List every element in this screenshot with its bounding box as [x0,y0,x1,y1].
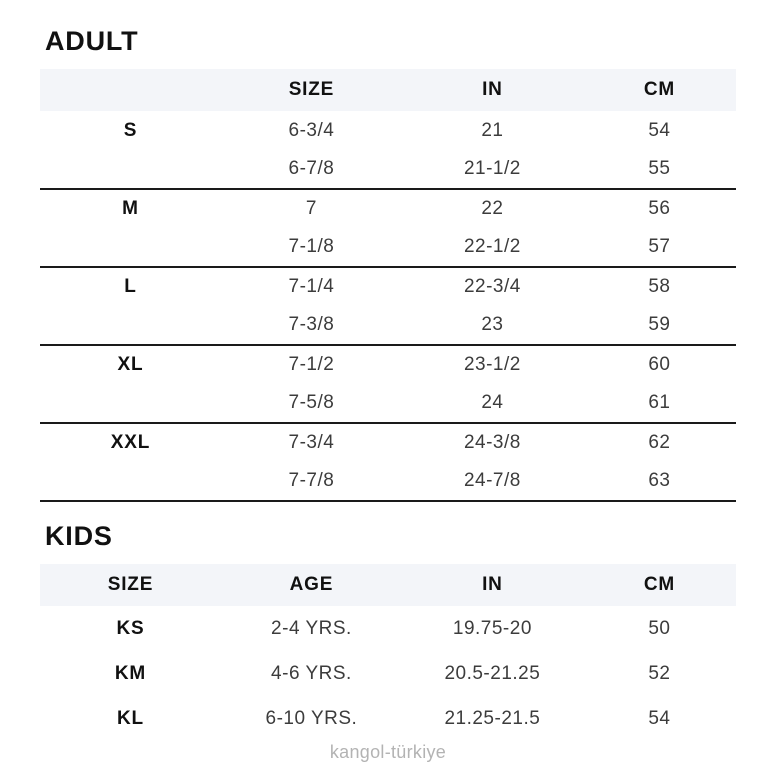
column-header-age: AGE [289,574,334,595]
size-group-l [40,267,736,345]
size-value-cell: 7-5/8 [288,392,335,413]
header-row [40,69,736,111]
column-header-in: IN [482,574,503,595]
cm-value-cell: 52 [648,662,671,684]
in-value-cell: 24-3/8 [463,432,521,453]
size-group-xl [40,345,736,423]
size-group-m [40,189,736,267]
size-group-label-empty [40,462,221,501]
in-value-cell: 19.75-20 [452,617,532,639]
cm-value-cell: 60 [648,354,671,375]
adult-size-table [40,69,736,502]
size-value-cell: 6-3/4 [288,119,335,141]
size-value-cell: 7-3/8 [288,314,335,335]
size-group-label: XXL [110,432,151,453]
in-value-cell: 21.25-21.5 [444,707,541,729]
size-group-label: L [124,276,137,297]
size-value-cell: 7-1/4 [288,276,335,297]
cm-value-cell: 54 [648,707,671,729]
in-value-cell: 20.5-21.25 [444,662,541,684]
size-group-label-empty [40,150,221,189]
size-value-cell: 7 [305,198,317,219]
cm-value-cell: 61 [648,392,671,413]
in-value-cell: 24 [481,392,504,413]
table-row [40,384,736,423]
kids-size-label: KM [114,662,147,684]
size-value-cell: 7-1/2 [288,354,335,375]
size-value-cell: 6-7/8 [288,158,335,179]
column-header-in: IN [482,79,503,100]
cm-value-cell: 59 [648,314,671,335]
kids-table-body [40,606,736,741]
header-row [40,564,736,606]
age-value-cell: 6-10 YRS. [265,707,358,729]
column-header-cm: CM [643,79,675,100]
cm-value-cell: 57 [648,236,671,257]
in-value-cell: 22 [481,198,504,219]
cm-value-cell: 54 [648,119,671,141]
adult-section-title: ADULT [45,26,139,56]
adult-table-header [40,69,736,111]
kids-section-title: KIDS [45,521,113,551]
column-header-blank [40,69,221,111]
in-value-cell: 21-1/2 [463,158,521,179]
size-group-label-empty [40,228,221,267]
in-value-cell: 21 [481,119,504,141]
in-value-cell: 23 [481,314,504,335]
size-group-label-empty [40,306,221,345]
size-group-xxl [40,423,736,501]
in-value-cell: 23-1/2 [463,354,521,375]
table-row [40,696,736,741]
table-row [40,651,736,696]
table-row [40,150,736,189]
age-value-cell: 2-4 YRS. [271,617,352,639]
table-row [40,423,736,462]
table-row [40,345,736,384]
table-row [40,462,736,501]
size-value-cell: 7-7/8 [288,470,335,491]
kids-size-table [40,564,736,741]
size-group-label-empty [40,384,221,423]
column-header-cm: CM [643,574,675,595]
table-row [40,267,736,306]
table-row [40,606,736,651]
size-value-cell: 7-1/8 [288,236,335,257]
size-value-cell: 7-3/4 [288,432,335,453]
size-group-s [40,111,736,189]
site-watermark: kangol-türkiye [329,742,447,762]
cm-value-cell: 50 [648,617,671,639]
cm-value-cell: 62 [648,432,671,453]
table-row [40,306,736,345]
size-group-label: M [122,198,139,219]
kids-table-header [40,564,736,606]
age-value-cell: 4-6 YRS. [271,662,352,684]
column-header-size: SIZE [107,574,154,595]
kids-size-label: KL [117,707,144,729]
kids-size-label: KS [116,617,145,639]
cm-value-cell: 56 [648,198,671,219]
size-group-label: XL [117,354,144,375]
cm-value-cell: 55 [648,158,671,179]
column-header-size: SIZE [288,79,335,100]
in-value-cell: 22-1/2 [463,236,521,257]
cm-value-cell: 63 [648,470,671,491]
table-row [40,228,736,267]
size-group-label: S [123,119,138,141]
cm-value-cell: 58 [648,276,671,297]
in-value-cell: 22-3/4 [463,276,521,297]
table-row [40,111,736,150]
in-value-cell: 24-7/8 [463,470,521,491]
table-row [40,189,736,228]
